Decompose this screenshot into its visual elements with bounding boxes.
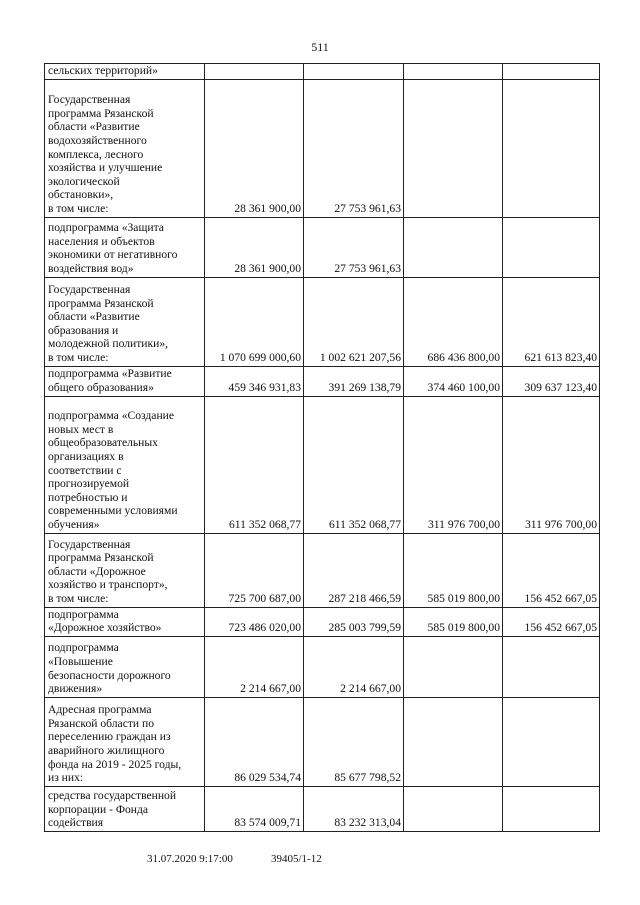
amount-cell: 459 346 931,83 [205,366,304,396]
amount-cell: 374 460 100,00 [404,366,503,396]
table-row [45,217,600,277]
program-name: подпрограмма «Защита населения и объектов экономики от негативного воздействия вод» [48,221,178,275]
amount-cell: 86 029 534,74 [205,697,304,786]
program-name: подпрограмма «Дорожное хозяйство» [48,607,162,635]
program-name-cell [45,79,205,217]
program-name: подпрограмма «Создание новых мест в общеобразовательных организациях в соответствии с прогнозируемой потребностью и современными условиями обучения» [48,409,178,531]
program-name-cell [45,607,205,636]
table-row [45,607,600,636]
amount-cell [503,636,600,697]
program-name: подпрограмма «Развитие общего образования» [48,367,172,394]
amount-cell [404,64,503,80]
amount-cell: 156 452 667,05 [503,533,600,607]
program-name-cell [45,396,205,533]
program-name-cell [45,217,205,277]
table-row [45,366,600,396]
program-name-cell [45,64,205,80]
amount-cell: 621 613 823,40 [503,277,600,366]
footer-document-id: 39405/1-12 [271,853,322,865]
amount-cell [503,697,600,786]
program-name: Государственная программа Рязанской области «Дорожное хозяйство и транспорт», в том числе: [48,537,168,605]
table-row [45,533,600,607]
table-row [45,636,600,697]
program-name-cell [45,366,205,396]
amount-cell: 1 002 621 207,56 [304,277,404,366]
amount-cell: 287 218 466,59 [304,533,404,607]
amount-cell: 311 976 700,00 [503,396,600,533]
budget-table [44,63,600,832]
program-name: Адресная программа Рязанской области по переселению граждан из аварийного жилищного фонда на 2019 - 2025 годы, из них: [48,703,182,785]
amount-cell: 611 352 068,77 [205,396,304,533]
amount-cell: 585 019 800,00 [404,533,503,607]
amount-cell [503,64,600,80]
amount-cell: 686 436 800,00 [404,277,503,366]
amount-cell [205,64,304,80]
program-name-cell [45,277,205,366]
amount-cell: 309 637 123,40 [503,366,600,396]
amount-cell [404,786,503,831]
program-name-cell [45,636,205,697]
amount-cell: 391 269 138,79 [304,366,404,396]
table-row [45,79,600,217]
amount-cell: 311 976 700,00 [404,396,503,533]
amount-cell [503,786,600,831]
amount-cell [503,217,600,277]
amount-cell: 27 753 961,63 [304,79,404,217]
amount-cell [404,217,503,277]
amount-cell: 611 352 068,77 [304,396,404,533]
program-name: средства государственной корпорации - Фонда содействия [48,789,177,830]
amount-cell: 585 019 800,00 [404,607,503,636]
amount-cell: 28 361 900,00 [205,79,304,217]
amount-cell: 725 700 687,00 [205,533,304,607]
amount-cell [304,64,404,80]
amount-cell [503,79,600,217]
amount-cell: 723 486 020,00 [205,607,304,636]
table-row [45,786,600,831]
program-name: подпрограмма «Повышение безопасности дорожного движения» [48,641,171,696]
page-number: 511 [311,40,329,54]
amount-cell: 85 677 798,52 [304,697,404,786]
program-name: Государственная программа Рязанской области «Развитие образования и молодежной политики», в том числе: [48,283,169,364]
amount-cell: 83 574 009,71 [205,786,304,831]
amount-cell: 83 232 313,04 [304,786,404,831]
program-name-cell [45,786,205,831]
table-row [45,64,600,80]
program-name: Государственная программа Рязанской области «Развитие водохозяйственного комплекса, лесного хозяйства и улучшение экологической обстановки», в том числе: [48,93,163,215]
table-row [45,697,600,786]
table-row [45,277,600,366]
amount-cell: 1 070 699 000,60 [205,277,304,366]
amount-cell: 2 214 667,00 [205,636,304,697]
amount-cell: 28 361 900,00 [205,217,304,277]
amount-cell: 27 753 961,63 [304,217,404,277]
amount-cell [404,697,503,786]
amount-cell [404,636,503,697]
amount-cell: 285 003 799,59 [304,607,404,636]
amount-cell: 156 452 667,05 [503,607,600,636]
program-name-cell [45,697,205,786]
table-row [45,396,600,533]
program-name-cell [45,533,205,607]
amount-cell [404,79,503,217]
footer-timestamp: 31.07.2020 9:17:00 [147,853,233,865]
program-name: сельских территорий» [48,64,158,77]
amount-cell: 2 214 667,00 [304,636,404,697]
